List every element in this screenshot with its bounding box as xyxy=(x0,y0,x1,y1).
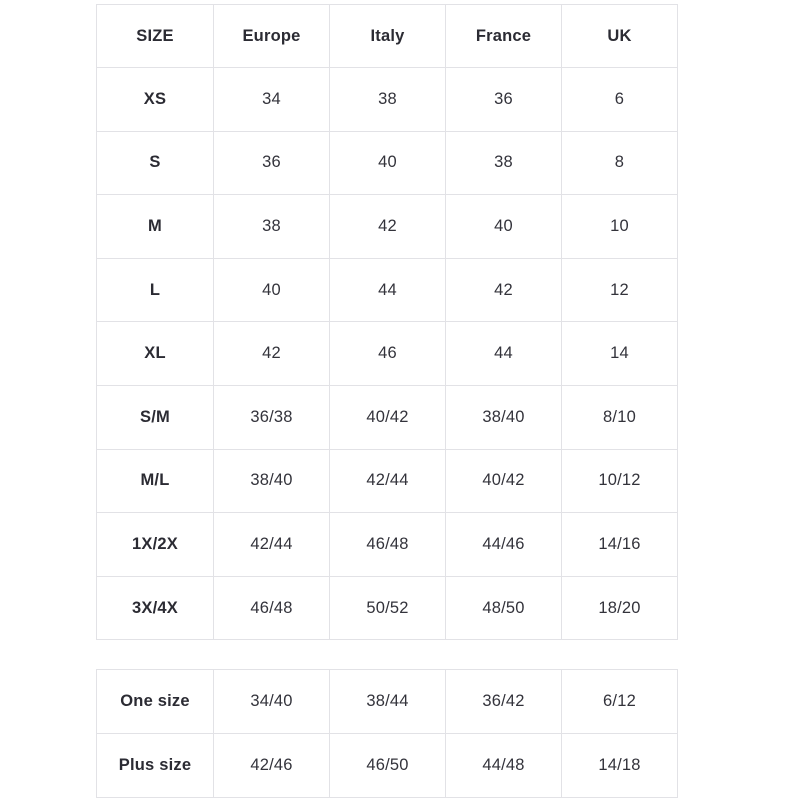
column-header-italy: Italy xyxy=(330,5,446,68)
secondary-size-table-container xyxy=(96,669,677,798)
size-value-cell: 38 xyxy=(446,131,562,195)
table-header xyxy=(97,5,678,68)
size-value-cell: 40/42 xyxy=(330,385,446,449)
size-value-cell: 38/44 xyxy=(330,670,446,734)
size-value-cell: 10 xyxy=(562,195,678,259)
table-row xyxy=(97,734,678,798)
size-label-cell: M/L xyxy=(97,449,214,513)
size-value-cell: 42/44 xyxy=(330,449,446,513)
secondary-size-table xyxy=(96,669,678,798)
table-body xyxy=(97,68,678,640)
size-label-cell: S/M xyxy=(97,385,214,449)
size-value-cell: 18/20 xyxy=(562,576,678,640)
table-row xyxy=(97,385,678,449)
size-label-cell: One size xyxy=(97,670,214,734)
size-value-cell: 14/16 xyxy=(562,513,678,577)
size-value-cell: 38 xyxy=(330,68,446,132)
size-value-cell: 48/50 xyxy=(446,576,562,640)
size-value-cell: 38 xyxy=(214,195,330,259)
column-header-size: SIZE xyxy=(97,5,214,68)
size-label-cell: XS xyxy=(97,68,214,132)
size-label-cell: L xyxy=(97,258,214,322)
size-value-cell: 46/48 xyxy=(330,513,446,577)
size-label-cell: 3X/4X xyxy=(97,576,214,640)
size-value-cell: 8/10 xyxy=(562,385,678,449)
size-value-cell: 44/46 xyxy=(446,513,562,577)
size-value-cell: 14/18 xyxy=(562,734,678,798)
table-body xyxy=(97,670,678,798)
column-header-europe: Europe xyxy=(214,5,330,68)
table-row xyxy=(97,131,678,195)
size-value-cell: 40 xyxy=(330,131,446,195)
table-header-row xyxy=(97,5,678,68)
size-value-cell: 8 xyxy=(562,131,678,195)
size-value-cell: 40 xyxy=(446,195,562,259)
size-value-cell: 44/48 xyxy=(446,734,562,798)
size-value-cell: 42/44 xyxy=(214,513,330,577)
table-row xyxy=(97,68,678,132)
table-row xyxy=(97,195,678,259)
main-size-table-container xyxy=(96,4,677,640)
size-value-cell: 40/42 xyxy=(446,449,562,513)
size-value-cell: 42 xyxy=(446,258,562,322)
size-value-cell: 36/38 xyxy=(214,385,330,449)
table-row xyxy=(97,258,678,322)
size-value-cell: 12 xyxy=(562,258,678,322)
size-label-cell: M xyxy=(97,195,214,259)
size-label-cell: XL xyxy=(97,322,214,386)
size-value-cell: 6/12 xyxy=(562,670,678,734)
size-value-cell: 36 xyxy=(446,68,562,132)
size-label-cell: 1X/2X xyxy=(97,513,214,577)
size-value-cell: 44 xyxy=(446,322,562,386)
size-value-cell: 36/42 xyxy=(446,670,562,734)
size-value-cell: 40 xyxy=(214,258,330,322)
size-label-cell: Plus size xyxy=(97,734,214,798)
size-value-cell: 42 xyxy=(330,195,446,259)
size-value-cell: 46 xyxy=(330,322,446,386)
size-value-cell: 14 xyxy=(562,322,678,386)
table-row xyxy=(97,322,678,386)
size-value-cell: 10/12 xyxy=(562,449,678,513)
size-value-cell: 38/40 xyxy=(214,449,330,513)
table-row xyxy=(97,576,678,640)
size-value-cell: 46/48 xyxy=(214,576,330,640)
size-label-cell: S xyxy=(97,131,214,195)
size-value-cell: 46/50 xyxy=(330,734,446,798)
main-size-table xyxy=(96,4,678,640)
table-row xyxy=(97,670,678,734)
size-value-cell: 34/40 xyxy=(214,670,330,734)
size-value-cell: 44 xyxy=(330,258,446,322)
table-row xyxy=(97,449,678,513)
column-header-france: France xyxy=(446,5,562,68)
size-value-cell: 38/40 xyxy=(446,385,562,449)
size-value-cell: 50/52 xyxy=(330,576,446,640)
table-row xyxy=(97,513,678,577)
size-value-cell: 42 xyxy=(214,322,330,386)
column-header-uk: UK xyxy=(562,5,678,68)
size-value-cell: 34 xyxy=(214,68,330,132)
size-value-cell: 42/46 xyxy=(214,734,330,798)
size-value-cell: 6 xyxy=(562,68,678,132)
size-value-cell: 36 xyxy=(214,131,330,195)
